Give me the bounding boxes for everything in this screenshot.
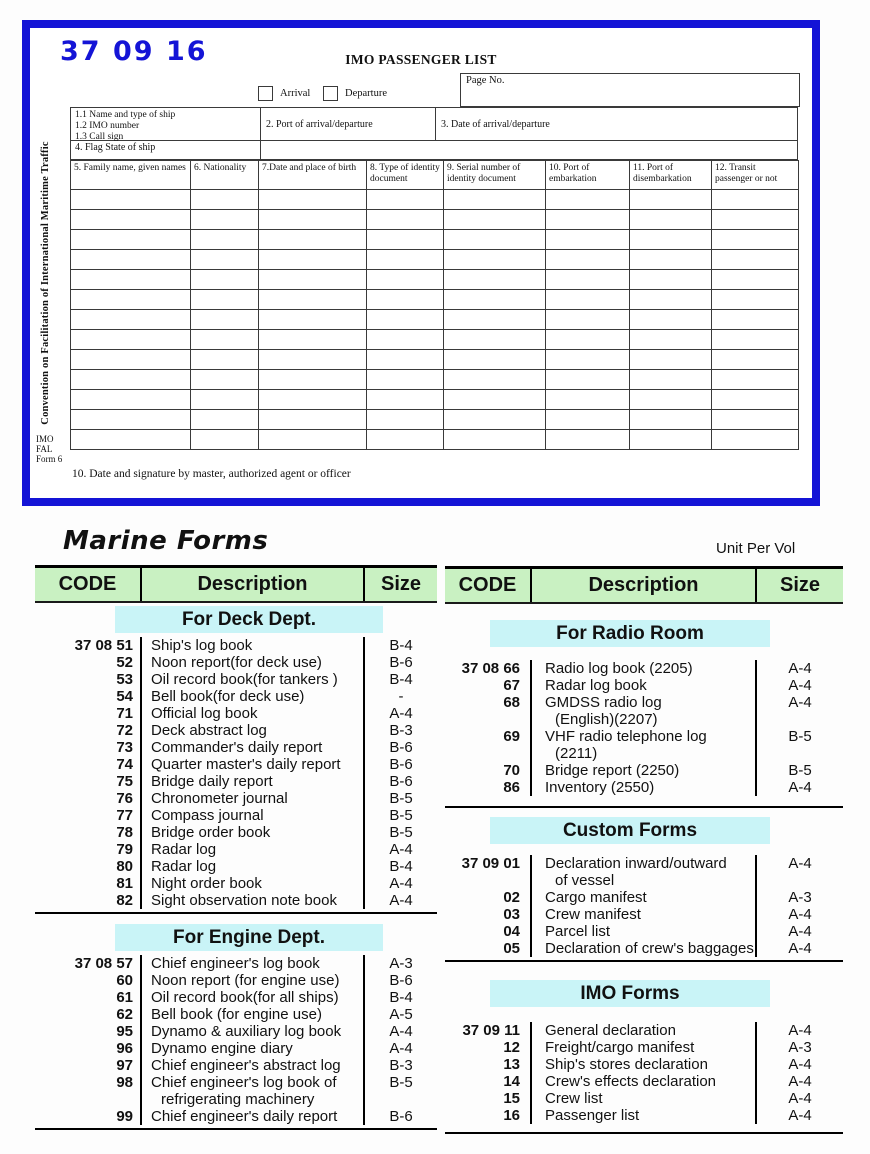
row-size: B-3 <box>389 722 413 739</box>
catalog-row <box>35 756 437 773</box>
row-description: Official log book <box>140 705 365 722</box>
catalog-row <box>35 654 437 671</box>
row-description: Dynamo & auxiliary log book <box>140 1023 365 1040</box>
row-code: 62 <box>116 1006 133 1023</box>
row-description: Radar log book <box>530 677 757 694</box>
catalog-row <box>35 722 437 739</box>
catalog-row <box>35 972 437 989</box>
row-code: 37 08 51 <box>74 637 133 654</box>
section-header: For Radio Room <box>490 620 770 647</box>
catalog-row <box>445 1056 843 1073</box>
row-description: Passenger list <box>530 1107 757 1124</box>
section-header: IMO Forms <box>490 980 770 1007</box>
catalog-row <box>445 1022 843 1039</box>
row-code: 16 <box>503 1107 520 1124</box>
ship-identity-cell <box>71 108 261 143</box>
catalog-row <box>35 1074 437 1108</box>
row-description: Chief engineer's daily report <box>140 1108 365 1125</box>
catalog-row <box>445 855 843 889</box>
catalog-section <box>445 817 843 962</box>
row-description: GMDSS radio log (English)(2207) <box>530 694 757 728</box>
catalog-row <box>35 1023 437 1040</box>
grid-column-header: 10. Port of embarkation <box>546 161 630 190</box>
port-cell: 2. Port of arrival/departure <box>261 108 436 140</box>
row-size: A-3 <box>389 955 413 972</box>
row-description: Chief engineer's log book of refrigerating machinery <box>140 1074 365 1108</box>
row-size: B-6 <box>389 739 413 756</box>
row-size: B-5 <box>788 762 812 779</box>
grid-empty-row <box>71 350 799 370</box>
row-code: 37 09 01 <box>461 855 520 872</box>
row-description: Freight/cargo manifest <box>530 1039 757 1056</box>
grid-empty-row <box>71 370 799 390</box>
row-code: 72 <box>116 722 133 739</box>
size-header: Size <box>380 573 422 595</box>
row-size: B-6 <box>389 654 413 671</box>
row-size: A-4 <box>788 1090 812 1107</box>
arrival-checkbox <box>258 86 273 101</box>
row-description-line2: (English)(2207) <box>555 711 658 728</box>
row-code: 69 <box>503 728 520 745</box>
row-size: B-5 <box>788 728 812 745</box>
row-code: 80 <box>116 858 133 875</box>
description-header: Description <box>140 568 365 601</box>
row-description: Ship's log book <box>140 637 365 654</box>
row-size: A-4 <box>788 1022 812 1039</box>
catalog-row <box>445 762 843 779</box>
row-description: Crew list <box>530 1090 757 1107</box>
row-size: B-5 <box>389 790 413 807</box>
row-size: A-4 <box>788 677 812 694</box>
row-size: B-4 <box>389 858 413 875</box>
row-code: 37 08 57 <box>74 955 133 972</box>
row-code: 60 <box>116 972 133 989</box>
catalog-row <box>445 1090 843 1107</box>
catalog-row <box>35 955 437 972</box>
grid-empty-row <box>71 270 799 290</box>
row-code: 71 <box>116 705 133 722</box>
catalog-row <box>445 1039 843 1056</box>
row-size: A-4 <box>788 1073 812 1090</box>
row-description: Declaration inward/outward of vessel <box>530 855 757 889</box>
row-size: A-5 <box>389 1006 413 1023</box>
grid-empty-row <box>71 390 799 410</box>
row-size: A-4 <box>788 694 812 711</box>
imo-form-panel <box>22 20 820 506</box>
row-code: 73 <box>116 739 133 756</box>
catalog-row <box>35 841 437 858</box>
row-size: A-4 <box>788 940 812 957</box>
row-code: 13 <box>503 1056 520 1073</box>
row-description-line2: refrigerating machinery <box>161 1091 315 1108</box>
field-name-type: 1.1 Name and type of ship <box>75 110 176 120</box>
catalog-row <box>35 705 437 722</box>
form-title: IMO PASSENGER LIST <box>345 52 497 67</box>
row-size: B-6 <box>389 1108 413 1125</box>
grid-empty-row <box>71 230 799 250</box>
row-code: 54 <box>116 688 133 705</box>
grid-empty-row <box>71 410 799 430</box>
field-call-sign: 1.3 Call sign <box>75 132 124 143</box>
row-size: A-4 <box>389 875 413 892</box>
row-size: B-5 <box>389 807 413 824</box>
row-code: 03 <box>503 906 520 923</box>
grid-empty-row <box>71 310 799 330</box>
side-text: Convention on Facilitation of International Maritime Traffic <box>40 141 51 425</box>
row-size: B-4 <box>389 989 413 1006</box>
grid-column-header: 9. Serial number of identity document <box>444 161 546 190</box>
grid-column-header: 12. Transit passenger or not <box>712 161 799 190</box>
grid-empty-row <box>71 250 799 270</box>
catalog-header-row <box>445 566 843 604</box>
grid-empty-row <box>71 430 799 450</box>
row-description: Chief engineer's log book <box>140 955 365 972</box>
catalog-row <box>445 728 843 762</box>
row-description: Bridge report (2250) <box>530 762 757 779</box>
row-size: A-3 <box>788 1039 812 1056</box>
row-code: 05 <box>503 940 520 957</box>
row-code: 04 <box>503 923 520 940</box>
row-size: A-3 <box>788 889 812 906</box>
grid-column-header: 6. Nationality <box>191 161 259 190</box>
catalog-section <box>35 924 437 1130</box>
row-size: - <box>398 688 404 705</box>
catalog-section <box>445 980 843 1134</box>
row-description: Crew's effects declaration <box>530 1073 757 1090</box>
section-header: For Deck Dept. <box>115 606 383 633</box>
catalog-left-column <box>35 565 437 1130</box>
row-size: A-4 <box>389 892 413 909</box>
row-description: Sight observation note book <box>140 892 365 909</box>
row-size: B-6 <box>389 972 413 989</box>
row-code: 15 <box>503 1090 520 1107</box>
row-description: General declaration <box>530 1022 757 1039</box>
section-header: Custom Forms <box>490 817 770 844</box>
catalog-section <box>35 606 437 914</box>
catalog-row <box>35 637 437 654</box>
row-size: B-4 <box>389 671 413 688</box>
description-header: Description <box>530 569 757 602</box>
form-ref-line: IMO <box>36 434 54 444</box>
row-code: 97 <box>116 1057 133 1074</box>
row-description: Commander's daily report <box>140 739 365 756</box>
row-description: Bell book (for engine use) <box>140 1006 365 1023</box>
row-size: A-4 <box>788 779 812 796</box>
catalog-row <box>35 875 437 892</box>
row-description-line2: of vessel <box>555 872 615 889</box>
row-code: 12 <box>503 1039 520 1056</box>
row-description: Crew manifest <box>530 906 757 923</box>
row-size: A-4 <box>788 660 812 677</box>
catalog-row <box>445 940 843 957</box>
row-description: Radio log book (2205) <box>530 660 757 677</box>
row-code: 52 <box>116 654 133 671</box>
catalog-row <box>445 660 843 677</box>
page-no-label: Page No. <box>466 75 505 86</box>
row-description: Declaration of crew's baggages <box>530 940 757 957</box>
row-code: 98 <box>116 1074 133 1091</box>
catalog-row <box>35 671 437 688</box>
row-code: 81 <box>116 875 133 892</box>
row-description: Oil record book(for all ships) <box>140 989 365 1006</box>
row-description: Chief engineer's abstract log <box>140 1057 365 1074</box>
catalog-row <box>35 688 437 705</box>
flag-state-row <box>70 140 798 160</box>
row-description: Quarter master's daily report <box>140 756 365 773</box>
row-code: 70 <box>503 762 520 779</box>
form-ref-line: Form 6 <box>36 454 63 464</box>
row-code: 79 <box>116 841 133 858</box>
row-size: A-4 <box>389 705 413 722</box>
row-description: Cargo manifest <box>530 889 757 906</box>
catalog-row <box>35 824 437 841</box>
row-size: A-4 <box>389 1023 413 1040</box>
row-description: Compass journal <box>140 807 365 824</box>
row-size: A-4 <box>788 906 812 923</box>
catalog-header-row <box>35 565 437 603</box>
row-description: Noon report(for deck use) <box>140 654 365 671</box>
catalog-row <box>445 694 843 728</box>
catalog-row <box>35 1057 437 1074</box>
row-code: 77 <box>116 807 133 824</box>
code-header: CODE <box>58 573 117 595</box>
form-header-row <box>70 107 798 141</box>
row-code: 14 <box>503 1073 520 1090</box>
catalog-row <box>445 779 843 796</box>
catalog-row <box>35 858 437 875</box>
row-size: A-4 <box>389 1040 413 1057</box>
row-description: Night order book <box>140 875 365 892</box>
row-size: B-5 <box>389 1074 413 1091</box>
passenger-grid <box>70 160 799 450</box>
size-header: Size <box>779 574 821 596</box>
row-description: Bridge order book <box>140 824 365 841</box>
catalog-section <box>445 620 843 808</box>
catalog-row <box>445 677 843 694</box>
section-header: For Engine Dept. <box>115 924 383 951</box>
catalog-row <box>445 889 843 906</box>
grid-column-header: 7.Date and place of birth <box>259 161 367 190</box>
catalog-row <box>35 790 437 807</box>
row-description: Ship's stores declaration <box>530 1056 757 1073</box>
row-size: A-4 <box>389 841 413 858</box>
form-ref-line: FAL <box>36 444 53 454</box>
flag-cell: 4. Flag State of ship <box>71 140 261 159</box>
date-cell: 3. Date of arrival/departure <box>441 118 550 130</box>
row-description-line2: (2211) <box>555 745 598 762</box>
form-code: 37 09 16 <box>60 36 208 67</box>
row-description: Bell book(for deck use) <box>140 688 365 705</box>
row-size: B-3 <box>389 1057 413 1074</box>
row-code: 02 <box>503 889 520 906</box>
catalog-row <box>35 1108 437 1125</box>
row-code: 61 <box>116 989 133 1006</box>
field-imo-number: 1.2 IMO number <box>75 121 140 132</box>
row-code: 67 <box>503 677 520 694</box>
row-description: Oil record book(for tankers ) <box>140 671 365 688</box>
code-header: CODE <box>458 574 517 596</box>
row-size: B-4 <box>389 637 413 654</box>
catalog-row <box>445 923 843 940</box>
catalog-row <box>445 906 843 923</box>
row-code: 99 <box>116 1108 133 1125</box>
row-code: 86 <box>503 779 520 796</box>
catalog-row <box>445 1107 843 1124</box>
grid-column-header: 5. Family name, given names <box>71 161 191 190</box>
row-description: Radar log <box>140 858 365 875</box>
form-ref <box>36 434 62 464</box>
catalog-row <box>445 1073 843 1090</box>
row-code: 68 <box>503 694 520 711</box>
grid-column-header: 11. Port of disembarkation <box>630 161 712 190</box>
catalog-row <box>35 739 437 756</box>
row-size: A-4 <box>788 923 812 940</box>
grid-empty-row <box>71 210 799 230</box>
row-description: Dynamo engine diary <box>140 1040 365 1057</box>
catalog-row <box>35 807 437 824</box>
row-description: Deck abstract log <box>140 722 365 739</box>
row-code: 37 09 11 <box>462 1022 520 1039</box>
page-no-box <box>460 73 800 107</box>
catalog-row <box>35 989 437 1006</box>
catalog-row <box>35 1006 437 1023</box>
row-code: 96 <box>116 1040 133 1057</box>
row-code: 74 <box>116 756 133 773</box>
row-code: 75 <box>116 773 133 790</box>
row-size: B-5 <box>389 824 413 841</box>
grid-column-header: 8. Type of identity document <box>367 161 444 190</box>
row-description: Bridge daily report <box>140 773 365 790</box>
grid-empty-row <box>71 190 799 210</box>
grid-empty-row <box>71 290 799 310</box>
catalog-row <box>35 1040 437 1057</box>
row-size: A-4 <box>788 1056 812 1073</box>
unit-note: Unit Per Vol <box>716 540 796 557</box>
arrival-label: Arrival <box>280 88 311 99</box>
catalog-row <box>35 773 437 790</box>
row-description: Noon report (for engine use) <box>140 972 365 989</box>
marine-forms-title: Marine Forms <box>63 526 269 556</box>
catalog-row <box>35 892 437 909</box>
row-code: 76 <box>116 790 133 807</box>
row-size: B-6 <box>389 773 413 790</box>
grid-empty-row <box>71 330 799 350</box>
row-description: Chronometer journal <box>140 790 365 807</box>
departure-label: Departure <box>345 88 387 99</box>
row-description: Parcel list <box>530 923 757 940</box>
row-code: 78 <box>116 824 133 841</box>
row-code: 95 <box>116 1023 133 1040</box>
row-size: B-6 <box>389 756 413 773</box>
row-code: 37 08 66 <box>461 660 520 677</box>
row-description: Radar log <box>140 841 365 858</box>
row-description: VHF radio telephone log (2211) <box>530 728 757 762</box>
row-size: A-4 <box>788 1107 812 1124</box>
row-code: 82 <box>116 892 133 909</box>
departure-checkbox <box>323 86 338 101</box>
catalog-right-column <box>445 566 843 1134</box>
row-description: Inventory (2550) <box>530 779 757 796</box>
signature-note: 10. Date and signature by master, authorized agent or officer <box>72 468 351 480</box>
row-size: A-4 <box>788 855 812 872</box>
row-code: 53 <box>116 671 133 688</box>
